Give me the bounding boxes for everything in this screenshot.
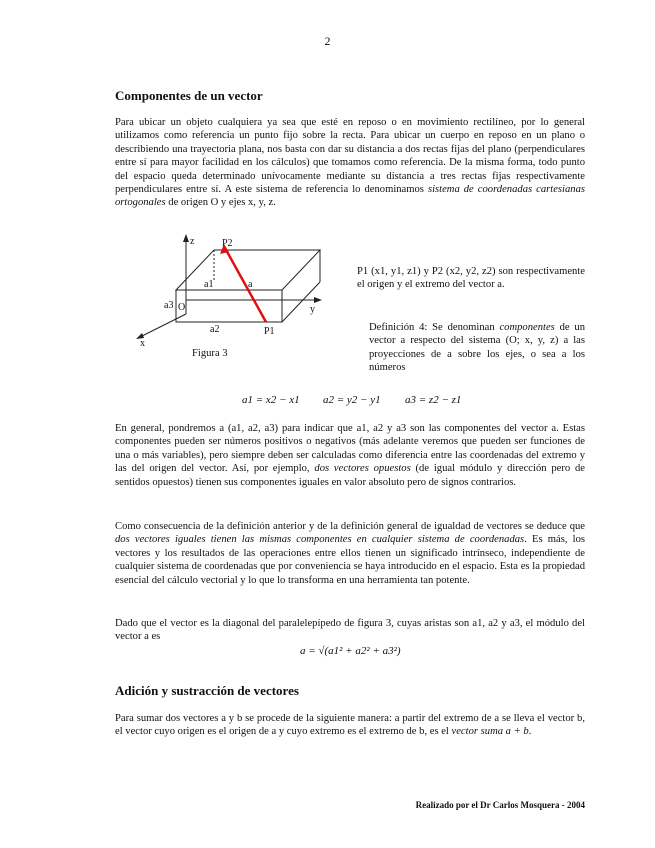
label-a1: a1 [204, 279, 214, 290]
label-a2: a2 [210, 324, 220, 335]
side-text-definition: Definición 4: Se denominan componentes de un vector a respecto del sistema (O; x, y, z) a las proyecciones de a sobre los ejes, o sea a los números [369, 322, 585, 374]
label-a3: a3 [164, 300, 174, 311]
label-a: a [248, 279, 253, 290]
y-arrowhead [314, 297, 322, 303]
vector-a-line [225, 248, 266, 322]
equation-a3: a3 = z2 − z1 [405, 394, 462, 406]
page-number: 2 [324, 34, 331, 48]
paragraph-components: En general, pondremos a (a1, a2, a3) para indicar que a1, a2 y a3 son las componentes del vector a. Estas componentes pueden ser números positivos o negativos (más adelante veremos que pueden ser funciones de una o más variables), pero siempre deben ser calculadas como diferencia entre las coordenadas del extremo y las del origen del vector. Así, por ejemplo, dos vectores opuestos (de igual módulo y dirección pero de sentidos opuestos) tienen sus componentes iguales en valor absoluto pero de signos contrarios. [115, 423, 585, 488]
footer-credit: Realizado por el Dr Carlos Mosquera - 2004 [415, 800, 585, 810]
modulus-equation: a = √(a1² + a2² + a3²) [300, 645, 401, 657]
heading-components: Componentes de un vector [115, 88, 263, 103]
figure-3-diagram [128, 230, 333, 350]
z-arrowhead [183, 234, 189, 242]
label-p2: P2 [222, 238, 233, 249]
equation-a2: a2 = y2 − y1 [323, 394, 381, 406]
box-front-bottom [176, 290, 282, 322]
x-axis [138, 314, 186, 338]
equation-a1: a1 = x2 − x1 [242, 394, 300, 406]
side-text-points: P1 (x1, y1, z1) y P2 (x2, y2, z2) son respectivamente el origen y el extremo del vector a. [357, 266, 585, 291]
label-z: z [190, 236, 195, 247]
paragraph-equality: Como consecuencia de la definición anterior y de la definición general de igualdad de vectores se deduce que dos vectores iguales tienen las mismas componentes en cualquier sistema de coordenadas. Es más, los vectores y los resultados de las operaciones entre ellos tienen un significado intrínseco, independiente de cualquier sistema de coordenadas que por conveniencia se haya introducido en el espacio. Esta es la propiedad esencial del cálculo vectorial y lo que lo transforma en una herramienta tan potente. [115, 521, 586, 586]
figure-caption: Figura 3 [192, 348, 228, 359]
label-origin: O [178, 302, 186, 313]
label-x: x [140, 338, 145, 349]
label-y: y [310, 304, 315, 315]
paragraph-modulus: Dado que el vector es la diagonal del paralelepípedo de figura 3, cuyas aristas son a1, a2 y a3, el módulo del vector a es [115, 618, 585, 643]
paragraph-intro: Para ubicar un objeto cualquiera ya sea que esté en reposo o en movimiento rectilíneo, por lo general utilizamos como referencia un punto fijo sobre la recta. Para ubicar un cuerpo en reposo en un plano o describiendo una trayectoria plana, nos basta con dar su distancia a dos rectas fijas del plano (perpendiculares entre sí para mayor facilidad en los cálculos) que tomamos como referencia. De la misma forma, todo punto del espacio queda determinado unívocamente mediante su distancia a tres rectas fijas respectivamente perpendiculares entre sí. A este sistema de referencia lo denominamos sistema de coordenadas cartesianas ortogonales de origen O y ejes x, y, z. [115, 117, 585, 209]
label-p1: P1 [264, 326, 275, 337]
paragraph-addition: Para sumar dos vectores a y b se procede de la siguiente manera: a partir del extremo de a se lleva el vector b, el vector cuyo origen es el origen de a y cuyo extremo es el extremo de b, es el vector suma a + b. [115, 713, 585, 738]
heading-addition: Adición y sustracción de vectores [115, 683, 299, 698]
